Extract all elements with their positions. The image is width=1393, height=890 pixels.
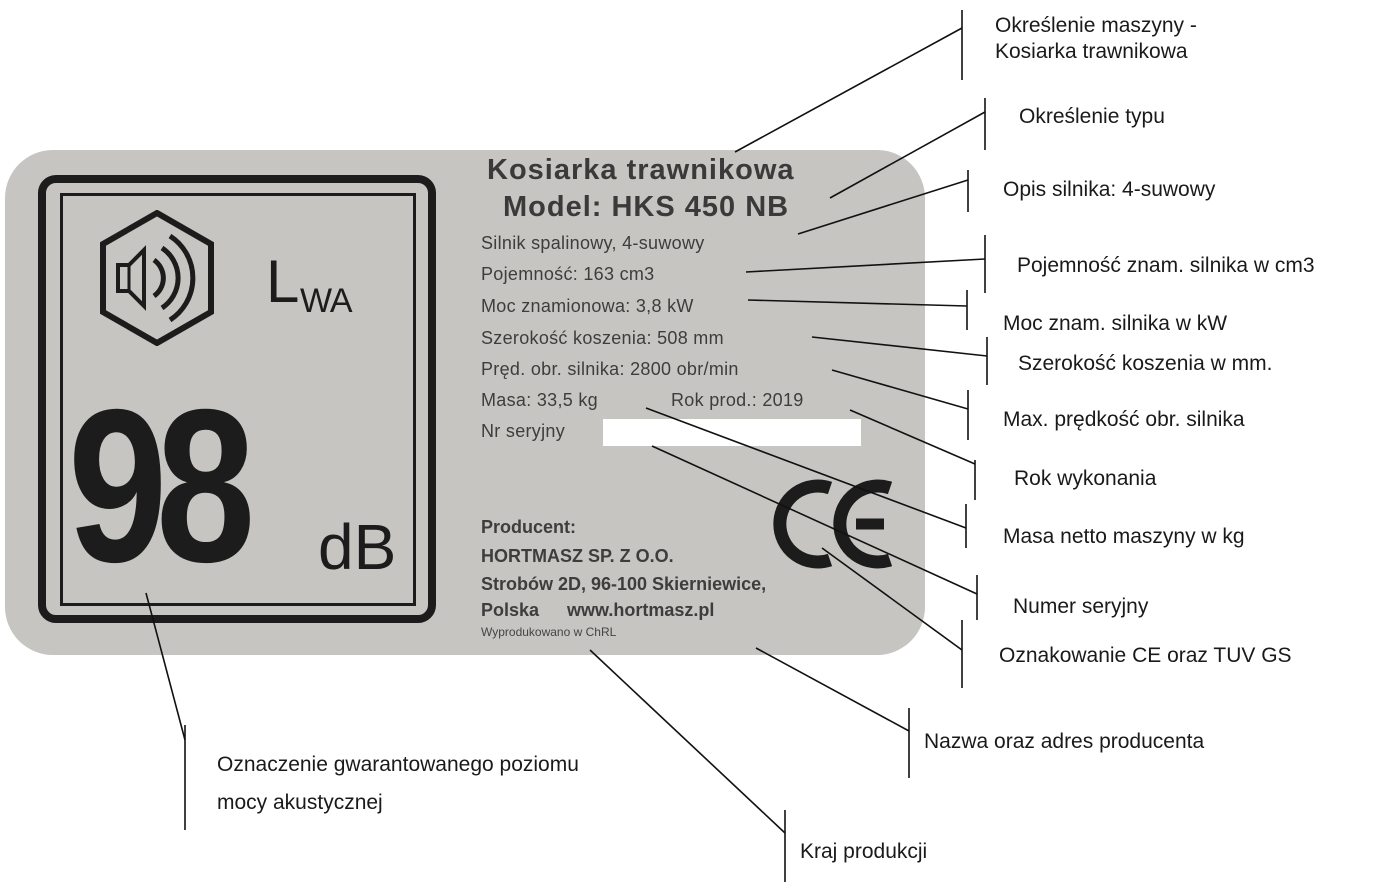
callout-sound <box>217 746 579 822</box>
callout-power: Moc znam. silnika w kW <box>1003 312 1228 335</box>
callout-engine: Opis silnika: 4-suwowy <box>1003 178 1216 201</box>
callout-ce: Oznakowanie CE oraz TUV GS <box>999 644 1292 667</box>
made-in-text: Wyprodukowano w ChRL <box>481 625 617 639</box>
callout-machine <box>995 13 1197 64</box>
spec-year: Rok prod.: 2019 <box>671 390 804 410</box>
producer-address: Strobów 2D, 96-100 Skierniewice, <box>481 574 767 594</box>
callout-serial: Numer seryjny <box>1013 595 1149 618</box>
lwa-symbol: L <box>266 248 300 315</box>
callout-type: Określenie typu <box>1019 105 1165 128</box>
producer-country: Polska <box>481 600 540 620</box>
spec-cutting-width: Szerokość koszenia: 508 mm <box>481 328 724 348</box>
callout-sound-line2: mocy akustycznej <box>217 790 383 814</box>
producer-name: HORTMASZ SP. Z O.O. <box>481 546 674 566</box>
spec-serial-label: Nr seryjny <box>481 421 566 441</box>
callout-displacement: Pojemność znam. silnika w cm3 <box>1017 254 1315 277</box>
callout-mass: Masa netto maszyny w kg <box>1003 525 1245 548</box>
callout-machine-line1: Określenie maszyny - <box>995 14 1197 37</box>
callout-sound-line1: Oznaczenie gwarantowanego poziomu <box>217 753 579 776</box>
callout-machine-line2: Kosiarka trawnikowa <box>995 39 1188 63</box>
producer-url: www.hortmasz.pl <box>567 600 715 620</box>
sound-level-unit: dB <box>318 511 397 583</box>
callout-year: Rok wykonania <box>1014 467 1157 490</box>
callout-speed: Max. prędkość obr. silnika <box>1003 408 1245 431</box>
sound-level-value: 98 <box>68 365 244 608</box>
spec-engine-speed: Pręd. obr. silnika: 2800 obr/min <box>481 359 739 379</box>
spec-engine: Silnik spalinowy, 4-suwowy <box>481 233 705 253</box>
spec-power: Moc znamionowa: 3,8 kW <box>481 296 694 316</box>
callout-country: Kraj produkcji <box>800 840 928 863</box>
plate-title-machine: Kosiarka trawnikowa <box>487 154 795 186</box>
callout-cutting-width: Szerokość koszenia w mm. <box>1018 352 1273 375</box>
lwa-subscript: WA <box>300 282 352 320</box>
spec-mass: Masa: 33,5 kg <box>481 390 598 410</box>
producer-label: Producent: <box>481 517 577 537</box>
plate-title-model: Model: HKS 450 NB <box>503 191 790 223</box>
spec-displacement: Pojemność: 163 cm3 <box>481 264 655 284</box>
callout-producer: Nazwa oraz adres producenta <box>924 730 1205 753</box>
